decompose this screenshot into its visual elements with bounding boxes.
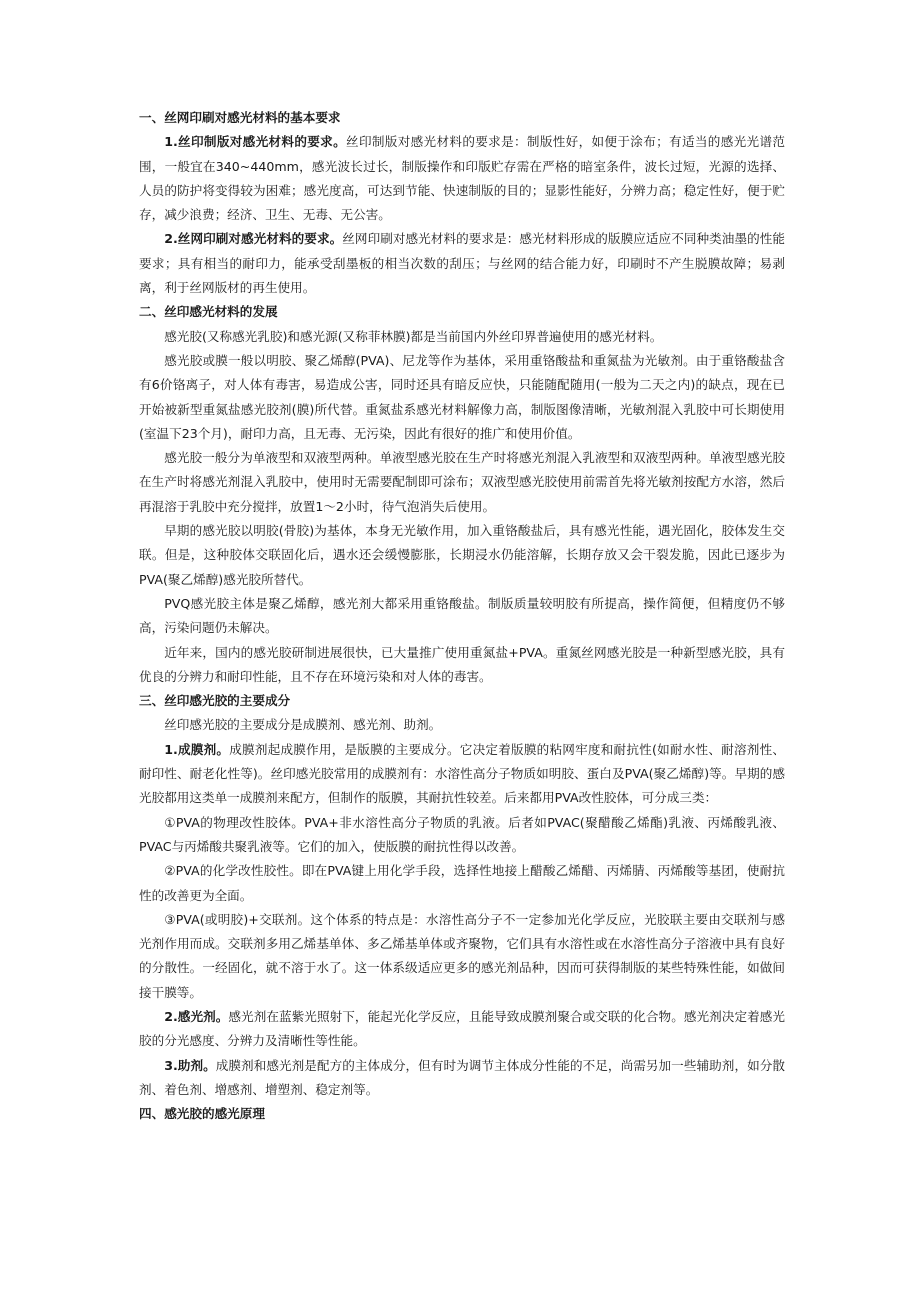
- paragraph: 感光胶或膜一般以明胶、聚乙烯醇(PVA)、尼龙等作为基体，采用重铬酸盐和重氮盐为光敏剂。由于重铬酸盐含有6价铬离子，对人体有毒害，易造成公害，同时还具有暗反应快，只能随配随用(一般为二天之内)的缺点，现在已开始被新型重氮盐感光胶剂(膜)所代替。重氮盐系感光材料解像力高，制版图像清晰，光敏剂混入乳胶中可长期使用(室温下23个月)，耐印力高，且无毒、无污染，因此有很好的推广和使用价值。: [139, 352, 785, 441]
- paragraph: [139, 1005, 785, 1054]
- paragraph: ①PVA的物理改性胶体。PVA+非水溶性高分子物质的乳液。后者如PVAC(聚醋酸乙烯酯)乳液、丙烯酸乳液、PVAC与丙烯酸共聚乳液等。它们的加入，使版膜的耐抗性得以改善。: [139, 814, 785, 854]
- section-heading-3: 三、丝印感光胶的主要成分: [139, 693, 291, 709]
- paragraph: [139, 1054, 785, 1103]
- paragraph: 感光胶(又称感光乳胶)和感光源(又称菲林膜)都是当前国内外丝印界普遍使用的感光材料。: [164, 328, 663, 344]
- paragraph: PVQ感光胶主体是聚乙烯醇，感光剂大都采用重铬酸盐。制版质量较明胶有所提高，操作简便，但精度仍不够高，污染问题仍未解决。: [139, 595, 785, 636]
- paragraph-lead: 2.丝网印刷对感光材料的要求。: [164, 231, 343, 247]
- paragraph-lead: 1.丝印制版对感光材料的要求。: [164, 134, 347, 150]
- paragraph: ②PVA的化学改性胶性。即在PVA键上用化学手段，选择性地接上醋酸乙烯醋、丙烯腈、丙烯酸等基团，使耐抗性的改善更为全面。: [139, 863, 785, 903]
- section-heading-4: 四、感光胶的感光原理: [139, 1106, 265, 1122]
- paragraph: [139, 227, 785, 300]
- paragraph-text: 成膜剂起成膜作用，是版膜的主要成分。它决定着版膜的粘网牢度和耐抗性(如耐水性、耐溶剂性、耐印性、耐老化性等)。丝印感光胶常用的成膜剂有：水溶性高分子物质如明胶、蛋白及PVA(聚乙烯醇)等。早期的感光胶都用这类单一成膜剂来配方，但制作的版膜，其耐抗性较差。后来都用PVA改性胶体，可分成三类：: [139, 741, 785, 806]
- paragraph-lead: 2.感光剂。: [164, 1008, 229, 1024]
- paragraph-lead: 3.助剂。: [164, 1057, 216, 1073]
- section-heading-2: 二、丝印感光材料的发展: [139, 304, 278, 320]
- document-page: [139, 106, 785, 1126]
- paragraph-text: 丝网印刷对感光材料的要求是：感光材料形成的版膜应适应不同种类油墨的性能要求；具有相当的耐印力，能承受刮墨板的相当次数的刮压；与丝网的结合能力好，印刷时不产生脱膜故障；易剥离，利于丝网版材的再生使用。: [139, 231, 785, 296]
- paragraph-text: 丝印制版对感光材料的要求是：制版性好，如便于涂布；有适当的感光光谱范围，一般宜在340~440mm，感光波长过长，制版操作和印版贮存需在严格的暗室条件，波长过短，光源的选择、人员的防护将变得较为困难；感光度高，可达到节能、快速制版的目的；显影性能好，分辨力高；稳定性好，便于贮存，减少浪费；经济、卫生、无毒、无公害。: [139, 134, 785, 223]
- paragraph: 近年来，国内的感光胶研制进展很快，已大量推广使用重氮盐+PVA。重氮丝网感光胶是一种新型感光胶，具有优良的分辨力和耐印性能，且不存在环境污染和对人体的毒害。: [139, 644, 785, 684]
- paragraph: 早期的感光胶以明胶(骨胶)为基体，本身无光敏作用，加入重铬酸盐后，具有感光性能，遇光固化，胶体发生交联。但是，这种胶体交联固化后，遇水还会缓慢膨胀，长期浸水仍能溶解，长期存放又会干裂发脆，因此已逐步为PVA(聚乙烯醇)感光胶所替代。: [139, 523, 785, 587]
- paragraph-lead: 1.成膜剂。: [164, 741, 230, 757]
- section-heading-1: 一、丝网印刷对感光材料的基本要求: [139, 110, 341, 125]
- paragraph-text: 成膜剂和感光剂是配方的主体成分，但有时为调节主体成分性能的不足，尚需另加一些辅助剂，如分散剂、着色剂、增感剂、增塑剂、稳定剂等。: [139, 1057, 785, 1097]
- paragraph: 丝印感光胶的主要成分是成膜剂、感光剂、助剂。: [164, 717, 442, 733]
- paragraph: [139, 130, 785, 227]
- paragraph-text: 感光剂在蓝紫光照射下，能起光化学反应，且能导致成膜剂聚合或交联的化合物。感光剂决定着感光胶的分光感度、分辨力及清晰性等性能。: [139, 1008, 785, 1049]
- paragraph: [139, 738, 785, 811]
- paragraph: ③PVA(或明胶)+交联剂。这个体系的特点是：水溶性高分子不一定参加光化学反应，光胶联主要由交联剂与感光剂作用而成。交联剂多用乙烯基单体、多乙烯基单体或齐聚物，它们具有水溶性或在水溶性高分子溶液中具有良好的分散性。一经固化，就不溶于水了。这一体系级适应更多的感光剂品种，因而可获得制版的某些特殊性能，如做间接干膜等。: [139, 911, 785, 1000]
- paragraph: 感光胶一般分为单液型和双液型两种。单液型感光胶在生产时将感光剂混入乳液型和双液型两种。单液型感光胶在生产时将感光剂混入乳胶中，使用时无需要配制即可涂布；双液型感光胶使用前需首先将光敏剂按配方水溶，然后再混溶于乳胶中充分搅拌，放置1～2小时，待气泡消失后使用。: [139, 450, 785, 514]
